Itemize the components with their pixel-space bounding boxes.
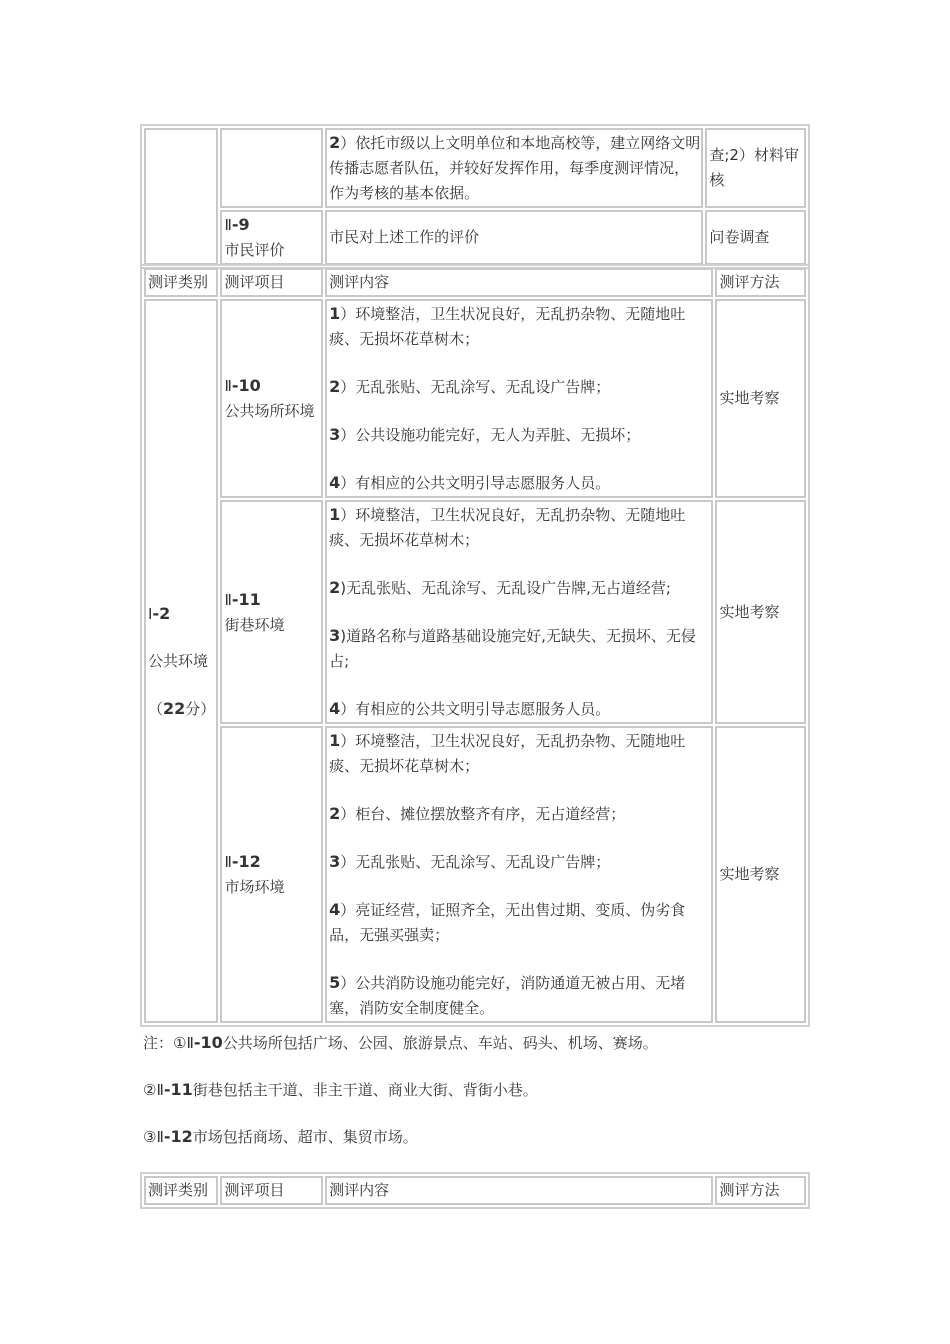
next-table-header [140, 1172, 810, 1209]
item-code-number: -12 [231, 852, 261, 871]
note-2: ②Ⅱ-11街巷包括主干道、非主干道、商业大街、背街小巷。 [143, 1080, 538, 1099]
item-name: 街巷环境 [224, 615, 285, 634]
item-name: 市场环境 [224, 878, 285, 896]
content-line: 2）无乱张贴、无乱涂写、无乱设广告牌； [329, 377, 611, 396]
content-line: 2）柜台、摊位摆放整齐有序，无占道经营； [329, 804, 626, 823]
item-cell-ii-11 [220, 500, 323, 724]
content-line: 4）有相应的公共文明引导志愿服务人员。 [329, 699, 611, 718]
header-method: 测评方法 [715, 268, 806, 297]
method-cell-ii-11: 实地考察 [715, 500, 806, 724]
item-cell-ii-12 [220, 726, 323, 1023]
item-cell-ii-9 [220, 210, 323, 265]
empty-item-cell [220, 128, 323, 208]
content-line: 3）无乱张贴、无乱涂写、无乱设广告牌； [329, 852, 611, 871]
category-name: 公共环境 [148, 651, 209, 670]
item-name: 公共场所环境 [224, 402, 315, 420]
table-header-row [144, 268, 806, 297]
content-line: 1）环境整洁，卫生状况良好，无乱扔杂物、无随地吐痰、无损坏花草树木； [329, 304, 686, 348]
item-name: 市民评价 [224, 241, 285, 259]
content-line: 1）环境整洁，卫生状况良好，无乱扔杂物、无随地吐痰、无损坏花草树木； [329, 505, 686, 549]
score-unit: 分） [185, 699, 216, 718]
content-cell-ii-11 [325, 500, 713, 724]
empty-category-cell [144, 128, 218, 265]
row-content-cell [325, 128, 703, 208]
row-method-cell: 问卷调查 [705, 210, 806, 265]
table-header-row [144, 1176, 806, 1205]
item-code-number: -11 [231, 589, 261, 609]
table-row [144, 500, 806, 724]
header-method: 测评方法 [715, 1176, 806, 1205]
method-cell-ii-12: 实地考察 [715, 726, 806, 1023]
header-content: 测评内容 [325, 1176, 713, 1205]
item-code-prefix: Ⅱ [224, 216, 232, 234]
content-line: 2)无乱张贴、无乱涂写、无乱设广告牌,无占道经营; [329, 578, 671, 597]
header-category: 测评类别 [144, 268, 218, 297]
notes-section [143, 1030, 843, 1171]
evaluation-table-continued [140, 124, 810, 269]
item-code-prefix: Ⅱ [224, 377, 232, 395]
line-number: 2 [329, 133, 341, 152]
item-code-number: -10 [231, 376, 261, 395]
method-cell-ii-10: 实地考察 [715, 299, 806, 498]
content-line: 4）有相应的公共文明引导志愿服务人员。 [329, 473, 611, 492]
line-text: ）依托市级以上文明单位和本地高校等，建立网络文明传播志愿者队伍，并较好发挥作用，每季度测评情况，作为考核的基本依据。 [329, 134, 701, 202]
row-content-cell: 市民对上述工作的评价 [325, 210, 703, 265]
header-content: 测评内容 [325, 268, 713, 297]
content-line: 3）公共设施功能完好，无人为弄脏、无损坏； [329, 425, 641, 444]
note-3: ③Ⅱ-12市场包括商场、超市、集贸市场。 [143, 1127, 418, 1146]
item-code-number: -9 [231, 215, 250, 234]
header-category: 测评类别 [144, 1176, 218, 1205]
content-line: 1）环境整洁，卫生状况良好，无乱扔杂物、无随地吐痰、无损坏花草树木； [329, 731, 686, 775]
category-cell [144, 299, 218, 1023]
item-code-prefix: Ⅱ [224, 590, 232, 609]
header-item: 测评项目 [220, 268, 323, 297]
item-cell-ii-10 [220, 299, 323, 498]
score-open: （ [148, 699, 164, 718]
content-line: 3)道路名称与道路基础设施完好,无缺失、无损坏、无侵占; [329, 626, 696, 670]
category-code-number: -2 [152, 603, 171, 623]
item-code-prefix: Ⅱ [224, 853, 232, 871]
category-code-prefix: Ⅰ [148, 604, 153, 623]
content-cell-ii-10 [325, 299, 713, 498]
content-line: 5）公共消防设施功能完好，消防通道无被占用、无堵塞，消防安全制度健全。 [329, 973, 686, 1017]
table-row [144, 299, 806, 498]
score-number: 22 [163, 698, 186, 718]
note-1: 注：①Ⅱ-10公共场所包括广场、公园、旅游景点、车站、码头、机场、赛场。 [143, 1033, 658, 1052]
content-cell-ii-12 [325, 726, 713, 1023]
table-row [144, 726, 806, 1023]
row-method-cell: 查;2）材料审核 [705, 128, 806, 208]
public-environment-table [140, 264, 810, 1027]
content-line: 4）亮证经营，证照齐全，无出售过期、变质、伪劣食品，无强买强卖； [329, 900, 686, 944]
header-item: 测评项目 [220, 1176, 323, 1205]
